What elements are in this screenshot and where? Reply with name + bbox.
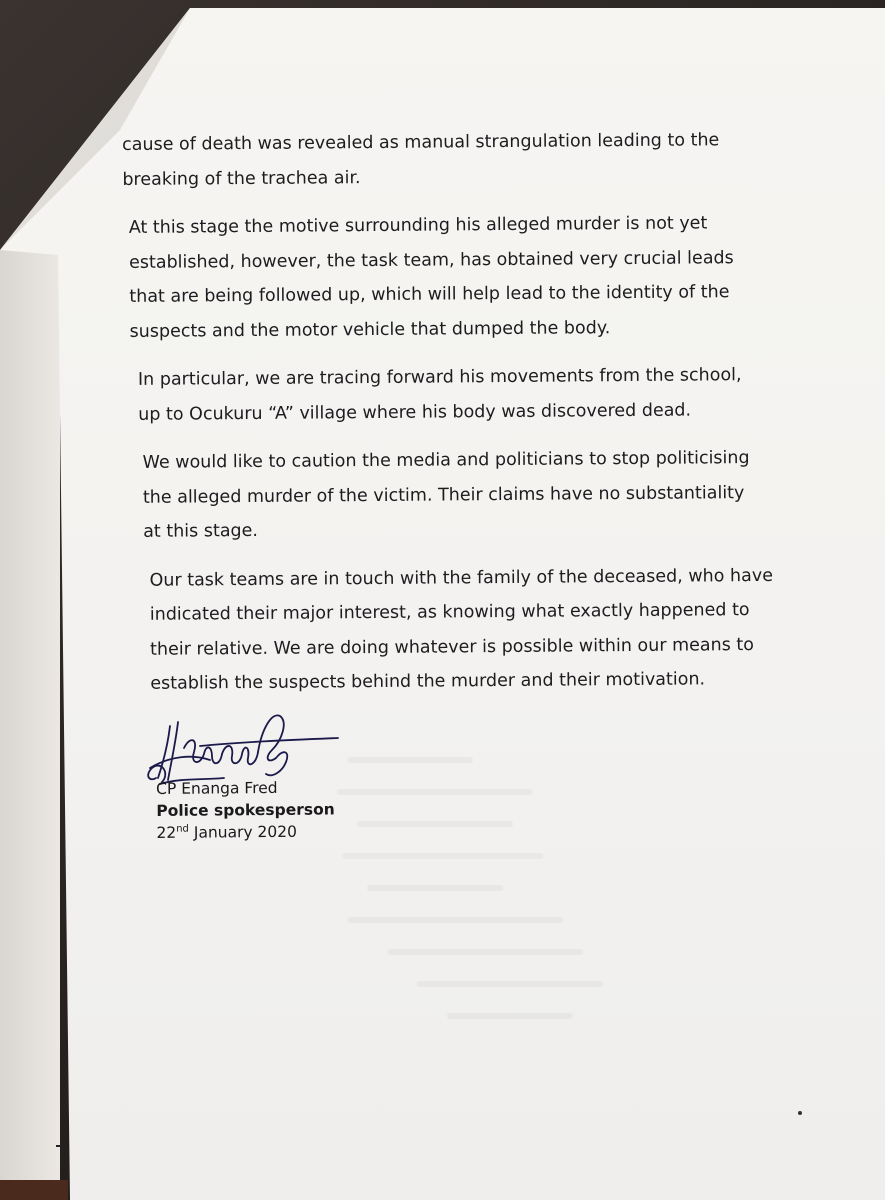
text-line: In particular, we are tracing forward his movements from the school, bbox=[137, 365, 742, 390]
release-date bbox=[156, 820, 335, 844]
date-month-year: January 2020 bbox=[188, 822, 298, 842]
text-line: cause of death was revealed as manual strangulation leading to the bbox=[122, 130, 720, 155]
date-day: 22 bbox=[156, 823, 177, 842]
text-line: at this stage. bbox=[143, 520, 259, 542]
table-edge bbox=[0, 1180, 68, 1200]
text-line: Our task teams are in touch with the family of the deceased, who have bbox=[149, 565, 774, 591]
paragraph-motive bbox=[129, 206, 782, 349]
scan-artifact-dot bbox=[798, 1111, 802, 1115]
text-line: indicated their major interest, as knowing what exactly happened to bbox=[149, 600, 750, 625]
signatory-title: Police spokesperson bbox=[156, 800, 335, 820]
text-line: established, however, the task team, has obtained very crucial leads bbox=[128, 247, 734, 273]
paragraph-caution bbox=[142, 441, 783, 550]
paragraph-cause-of-death bbox=[122, 123, 781, 197]
text-line: up to Ocukuru “A” village where his body was discovered dead. bbox=[138, 400, 692, 425]
text-line: the alleged murder of the victim. Their claims have no substantiality bbox=[142, 482, 745, 508]
scan-artifact-dash bbox=[56, 1145, 66, 1147]
text-line: We would like to caution the media and politicians to stop politicising bbox=[142, 448, 750, 473]
underlying-sheet bbox=[0, 250, 60, 1200]
paragraph-family bbox=[149, 558, 784, 701]
signature-block bbox=[156, 776, 335, 844]
text-line: their relative. We are doing whatever is possible within our means to bbox=[150, 634, 755, 660]
text-line: breaking of the trachea air. bbox=[122, 167, 361, 190]
show-through-bleed bbox=[330, 730, 660, 1050]
text-line: that are being followed up, which will help lead to the identity of the bbox=[129, 282, 730, 307]
paragraph-tracing bbox=[138, 358, 783, 432]
date-suffix: nd bbox=[176, 823, 189, 835]
signatory-name: CP Enanga Fred bbox=[156, 778, 278, 798]
text-line: At this stage the motive surrounding his alleged murder is not yet bbox=[128, 213, 708, 238]
text-line: establish the suspects behind the murder and their motivation. bbox=[150, 669, 706, 694]
document-body bbox=[120, 123, 785, 716]
text-line: suspects and the motor vehicle that dumped the body. bbox=[129, 317, 611, 342]
